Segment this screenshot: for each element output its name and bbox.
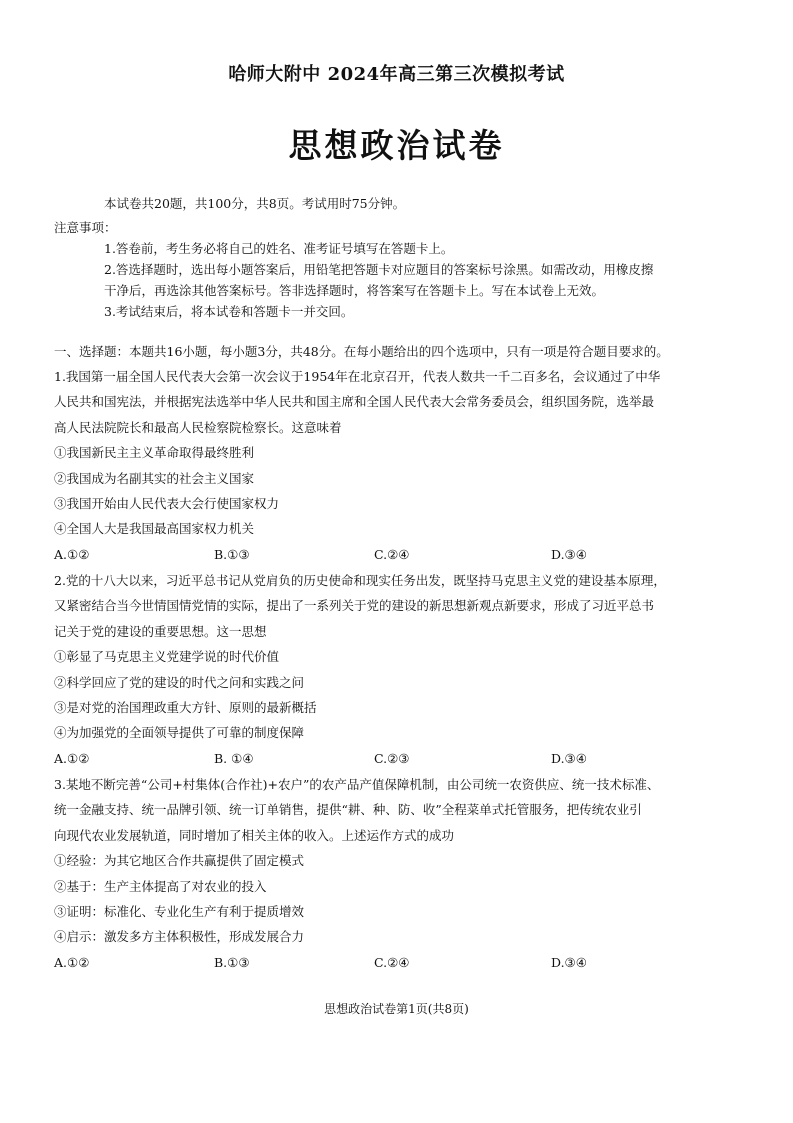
question-stem-line: 2.党的十八大以来，习近平总书记从党肩负的历史使命和现实任务出发，既坚持马克思主义党的建设基本原理， <box>54 573 666 588</box>
question-3 <box>54 772 744 975</box>
answer-choice-b: B.①③ <box>214 954 250 970</box>
notice-item-1: 1.答卷前，考生务必将自己的姓名、准考证号填写在答题卡上。 <box>104 241 454 256</box>
question-statement: ④全国人大是我国最高国家权力机关 <box>54 521 255 537</box>
question-stem-line: 记关于党的建设的重要思想。这一思想 <box>54 623 267 639</box>
question-statement: ③是对党的治国理政重大方针、原则的最新概括 <box>54 700 317 716</box>
question-statement: ③我国开始由人民代表大会行使国家权力 <box>54 496 280 512</box>
question-stem-line: 3.某地不断完善“公司+村集体(合作社)+农户”的农产品产值保障机制，由公司统一农资供应、统一技术标准、 <box>54 777 660 792</box>
question-statement: ②我国成为名副其实的社会主义国家 <box>54 470 255 486</box>
answer-choice-c: C.②③ <box>374 750 410 766</box>
notice-item-2-continued: 干净后，再选涂其他答案标号。答非选择题时，将答案写在答题卡上。写在本试卷上无效。 <box>104 283 605 298</box>
notice-heading: 注意事项： <box>54 220 117 235</box>
answer-choices <box>54 542 744 567</box>
answer-choice-b: B. ①④ <box>214 750 254 766</box>
answer-choice-d: D.③④ <box>551 546 587 562</box>
question-stem-line: 又紧密结合当今世情国情党情的实际，提出了一系列关于党的建设的新思想新观点新要求，形成了习近平总书 <box>54 598 655 614</box>
answer-choice-c: C.②④ <box>374 954 410 970</box>
question-statement: ②科学回应了党的建设的时代之问和实践之问 <box>54 674 305 690</box>
page-footer: 思想政治试卷第1页(共8页) <box>324 1002 469 1016</box>
question-stem-line: 1.我国第一届全国人民代表大会第一次会议于1954年在北京召开，代表人数共一千二百多名，会议通过了中华 <box>54 369 661 384</box>
question-statement: ③证明：标准化、专业化生产有利于提质增效 <box>54 904 305 920</box>
question-stem-line: 统一金融支持、统一品牌引领、统一订单销售，提供“耕、种、防、收”全程菜单式托管服务，把传统农业引 <box>54 802 642 818</box>
answer-choice-a: A.①② <box>54 954 90 970</box>
question-stem-line: 人民共和国宪法，并根据宪法选举中华人民共和国主席和全国人民代表大会常务委员会，组织国务院，选举最 <box>54 394 655 410</box>
question-statement: ②基于：生产主体提高了对农业的投入 <box>54 878 267 894</box>
question-statement: ①我国新民主主义革命取得最终胜利 <box>54 445 255 461</box>
answer-choice-c: C.②④ <box>374 546 410 562</box>
page-title: 思想政治试卷 <box>288 126 505 165</box>
answer-choice-a: A.①② <box>54 546 90 562</box>
question-statement: ①经验：为其它地区合作共赢提供了固定模式 <box>54 853 305 869</box>
school-title: 哈师大附中 2024年高三第三次模拟考试 <box>228 64 565 85</box>
question-statement: ④为加强党的全面领导提供了可靠的制度保障 <box>54 725 305 741</box>
notice-item-3: 3.考试结束后，将本试卷和答题卡一并交回。 <box>104 304 354 319</box>
question-stem-line: 高人民法院院长和最高人民检察院检察长。这意味着 <box>54 419 342 435</box>
question-2 <box>54 568 744 771</box>
answer-choice-d: D.③④ <box>551 750 587 766</box>
section-heading: 一、选择题：本题共16小题，每小题3分，共48分。在每小题给出的四个选项中，只有一项是符合题目要求的。 <box>54 344 669 359</box>
answer-choice-b: B.①③ <box>214 546 250 562</box>
answer-choices <box>54 746 744 771</box>
question-statement: ④启示：激发多方主体积极性，形成发展合力 <box>54 929 305 945</box>
question-stem-line: 向现代农业发展轨道，同时增加了相关主体的收入。上述运作方式的成功 <box>54 827 455 843</box>
answer-choice-a: A.①② <box>54 750 90 766</box>
question-statement: ①彰显了马克思主义党建学说的时代价值 <box>54 649 280 665</box>
notice-list <box>104 238 744 322</box>
answer-choice-d: D.③④ <box>551 954 587 970</box>
question-1 <box>54 364 744 567</box>
exam-info: 本试卷共20题，共100分，共8页。考试用时75分钟。 <box>104 196 406 211</box>
answer-choices <box>54 950 744 975</box>
notice-item-2: 2.答选择题时，选出每小题答案后，用铅笔把答题卡对应题目的答案标号涂黑。如需改动，用橡皮擦 <box>104 262 654 277</box>
